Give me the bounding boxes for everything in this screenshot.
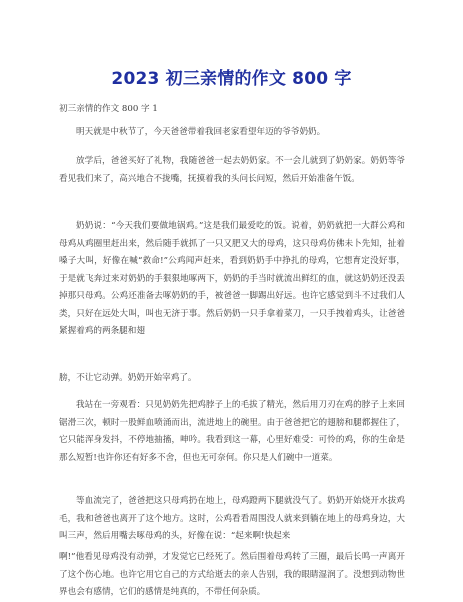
document-title: 2023 初三亲情的作文 800 字 [111,69,352,89]
paragraph-2: 放学后，爸爸买好了礼物，我随爸爸一起去奶奶家。不一会儿就到了奶奶家。奶奶等爷看见我们来了，高兴地合不拢嘴，抚摸着我的头问长问短，然后开始准备午饭。 [59,156,405,184]
paragraph-7: 啊!”他看见母鸡没有动弹，才发觉它已经死了。然后围着母鸡转了三圈，最后长鸣一声离开了这个伤心地。也许它用它自己的方式给逝去的亲人告别，我的眼睛湿润了。没想到动物世界也会有感情，它们的感情是纯真的，不带任何杂质。 [59,552,405,597]
paragraph-5: 我站在一旁观看：只见奶奶先把鸡脖子上的毛拔了精光，然后用刀刃在鸡的脖子上来回锯滑三次，顿时一股鲜血喷涌而出，流进地上的碗里。由于爸爸把它的翅膀和腿都握住了，它只能浑身发抖，不停地抽搐，呻吟。我看到这一幕，心里好难受：可怜的鸡，你的生命是那么短暂!也许你还有好多不舍，但也无可奈何。你只是人们碗中一道菜。 [59,400,405,463]
paragraph-4: 膀，不让它动弹。奶奶开始宰鸡了。 [59,373,197,383]
paragraph-3: 奶奶说：“今天我们要做地锅鸡。”这是我们最爱吃的饭。说着，奶奶就把一大群公鸡和母鸡从鸡圈里赶出来，然后随手就抓了一只又肥又大的母鸡，这只母鸡仿佛未卜先知，扯着嗓子大叫，好像在喊“救命!”公鸡闻声赶来，看到奶奶手中挣扎的母鸡，它想育定没好事，于是就飞奔过来对奶奶的手狠狠地啄两下，奶奶的手当时就流出鲜红的血，就这奶奶还没丢掉那只母鸡。公鸡还准备去啄奶奶的手，被爸爸一脚踢出好远。也许它感觉到斗不过我们人类，只好在远处大叫，叫也无济于事。然后奶奶一只手拿着菜刀，一只手拽着鸡头，让爸爸紧握着鸡的两条腿和翅 [59,221,405,336]
document-subtitle: 初三亲情的作文 800 字 1 [59,104,158,114]
paragraph-1: 明天就是中秋节了，今天爸爸带着我回老家看望年迈的爷爷奶奶。 [76,127,326,137]
paragraph-6: 等血流完了，爸爸把这只母鸡扔在地上，母鸡蹬两下腿就没气了。奶奶开始烧开水拔鸡毛，我和爸爸也离开了这个地方。这时，公鸡看看周围没人就来到躺在地上的母鸡身边，大叫三声，然后用嘴去啄母鸡的头，好像在说：“起来啊!快起来 [59,496,405,541]
